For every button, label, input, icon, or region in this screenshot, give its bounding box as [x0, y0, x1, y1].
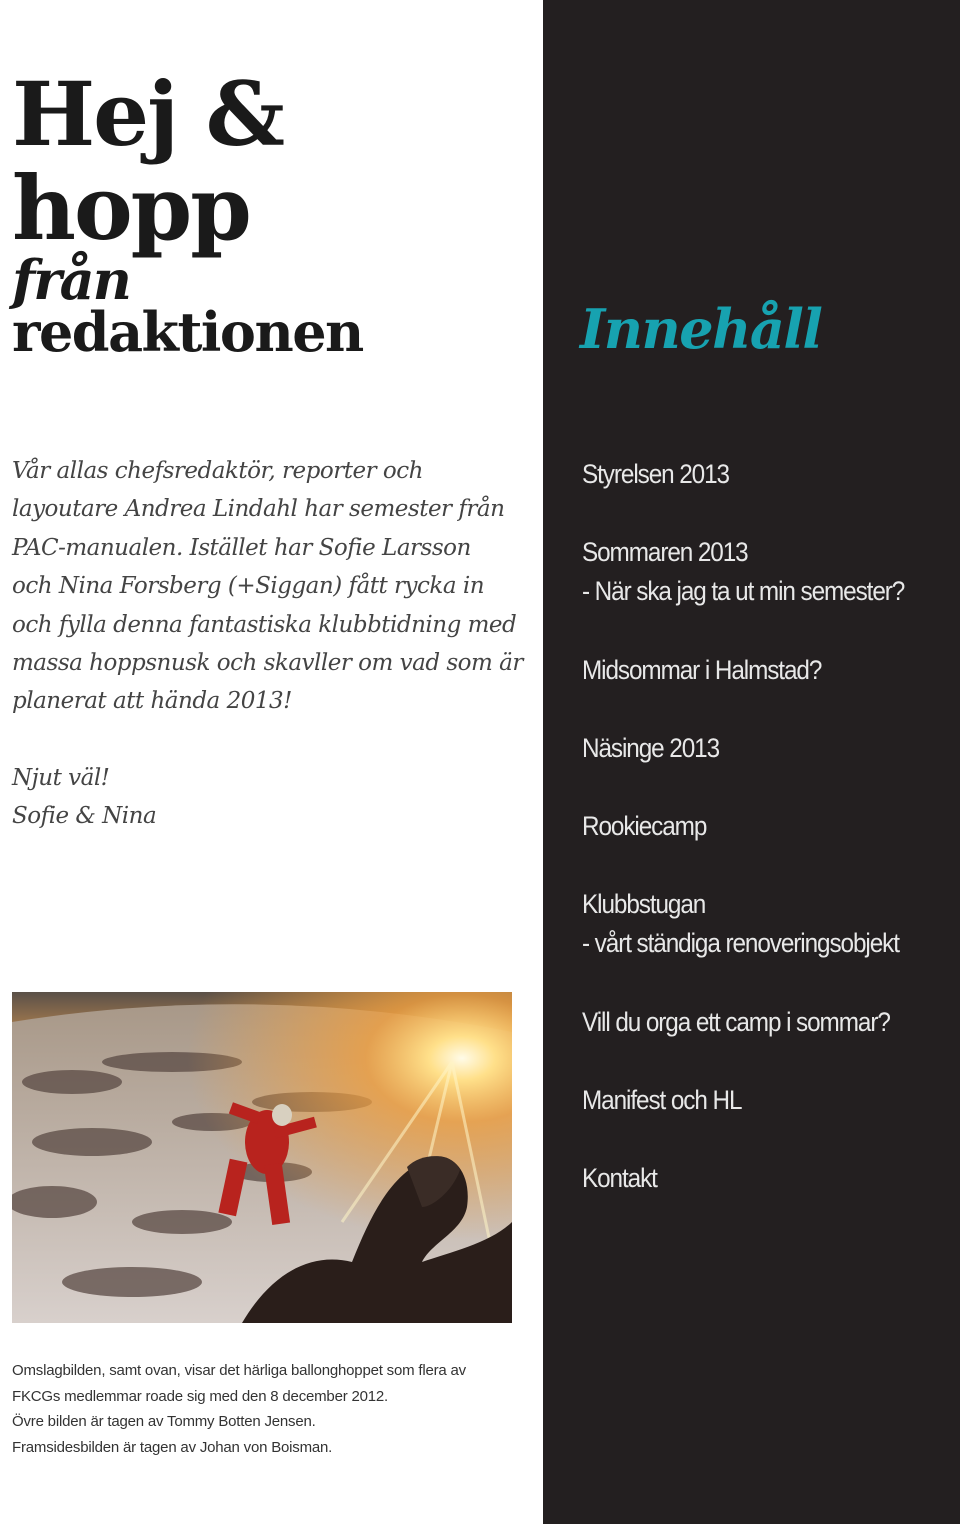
toc-subitem[interactable]: - vårt ständiga renoveringsobjekt [582, 928, 899, 958]
caption-line: Framsidesbilden är tagen av Johan von Boisman. [12, 1438, 333, 1456]
toc-item[interactable]: Klubbstugan [582, 889, 706, 919]
intro-line: och Nina Forsberg (+Siggan) fått rycka in [12, 573, 485, 600]
intro-line: massa hoppsnusk och skavller om vad som är [12, 650, 523, 677]
signature-text: Sofie & Nina [12, 803, 157, 829]
intro-line: PAC-manualen. Istället har Sofie Larsson [12, 534, 471, 561]
toc-item[interactable]: Rookiecamp [582, 811, 707, 841]
headline-line-4: redaktionen [12, 300, 363, 364]
intro-text [12, 452, 532, 721]
toc-item[interactable]: Näsinge 2013 [582, 733, 720, 763]
toc-item[interactable]: Manifest och HL [582, 1085, 742, 1115]
toc-item[interactable]: Sommaren 2013 [582, 537, 748, 567]
caption-line: FKCGs medlemmar roade sig med den 8 december 2012. [12, 1387, 389, 1405]
toc-item[interactable]: Kontakt [582, 1163, 657, 1193]
headline-line-3: från [12, 248, 130, 312]
intro-line: och fylla denna fantastiska klubbtidning med [12, 611, 517, 638]
toc-subitem[interactable]: - När ska jag ta ut min semester? [582, 576, 905, 606]
toc-item[interactable]: Vill du orga ett camp i sommar? [582, 1007, 890, 1037]
skydiving-photo [12, 992, 512, 1323]
caption-line: Övre bilden är tagen av Tommy Botten Jensen. [12, 1413, 316, 1430]
toc-item[interactable]: Midsommar i Halmstad? [582, 655, 822, 685]
toc-title: Innehåll [580, 297, 822, 361]
sign-off [12, 759, 156, 835]
toc-item[interactable]: Styrelsen 2013 [582, 459, 729, 489]
headline-line-2: hopp [12, 156, 250, 260]
closing-text: Njut väl! [12, 765, 110, 791]
photo-caption [12, 1358, 532, 1460]
intro-line: planerat att hända 2013! [12, 688, 292, 715]
caption-line: Omslagbilden, samt ovan, visar det härliga ballonghoppet som flera av [12, 1362, 466, 1379]
intro-line: layoutare Andrea Lindahl har semester från [12, 496, 505, 523]
headline-line-1: Hej & [12, 62, 284, 166]
intro-line: Vår allas chefsredaktör, reporter och [12, 458, 423, 484]
